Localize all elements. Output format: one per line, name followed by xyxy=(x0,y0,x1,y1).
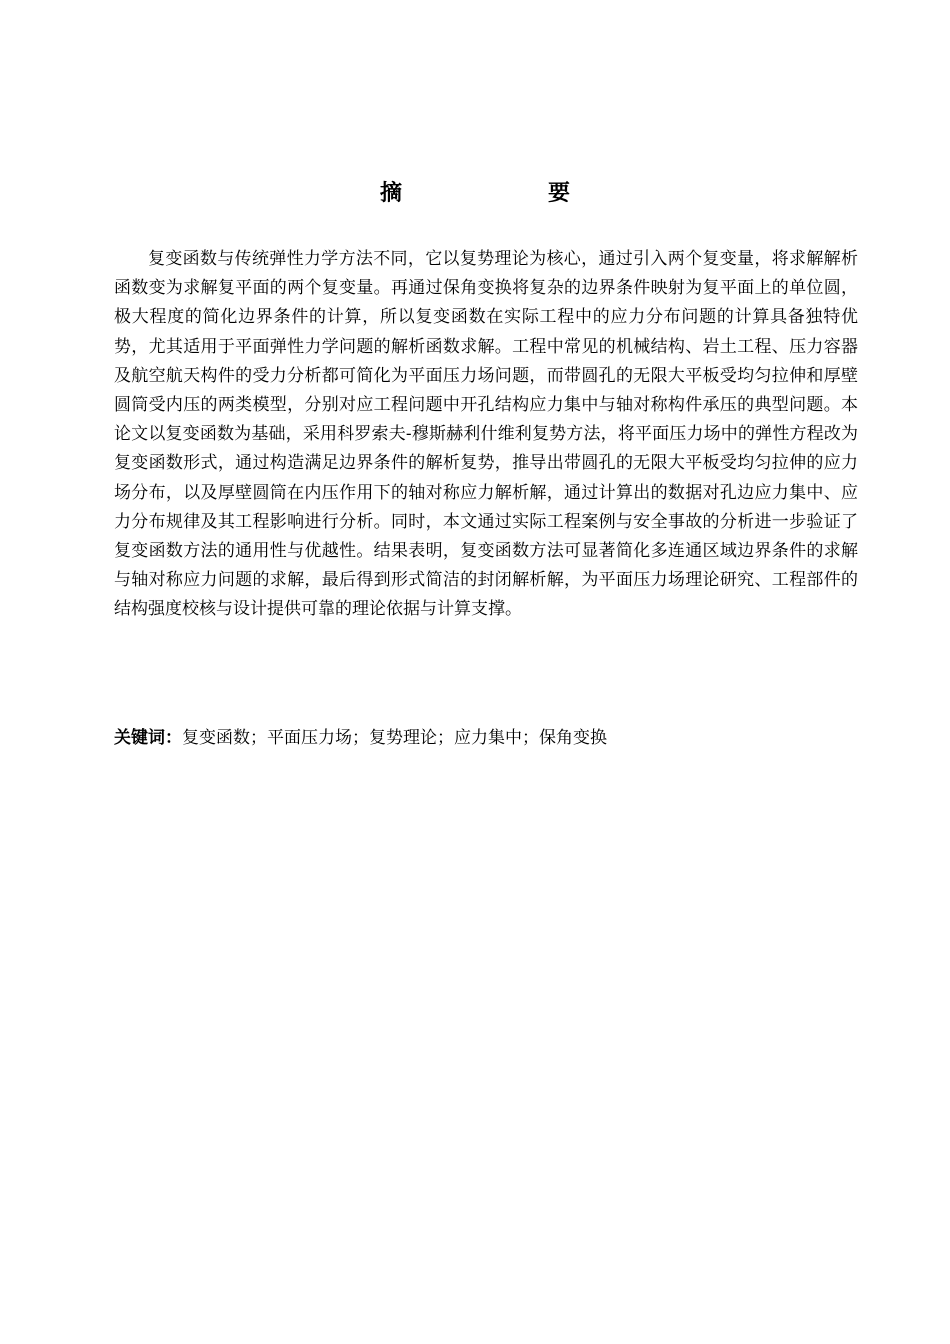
keywords-label: 关键词： xyxy=(114,728,182,748)
keywords-line xyxy=(114,724,858,753)
keywords-text: 复变函数；平面压力场；复势理论；应力集中；保角变换 xyxy=(182,728,607,748)
abstract-paragraph: 复变函数与传统弹性力学方法不同，它以复势理论为核心，通过引入两个复变量，将求解解析函数变为求解复平面的两个复变量。再通过保角变换将复杂的边界条件映射为复平面上的单位圆，极大程度的简化边界条件的计算，所以复变函数在实际工程中的应力分布问题的计算具备独特优势，尤其适用于平面弹性力学问题的解析函数求解。工程中常见的机械结构、岩土工程、压力容器及航空航天构件的受力分析都可简化为平面压力场问题，而带圆孔的无限大平板受均匀拉伸和厚壁圆筒受内压的两类模型，分别对应工程问题中开孔结构应力集中与轴对称构件承压的典型问题。本论文以复变函数为基础，采用科罗索夫-穆斯赫利什维利复势方法，将平面压力场中的弹性方程改为复变函数形式，通过构造满足边界条件的解析复势，推导出带圆孔的无限大平板受均匀拉伸的应力场分布，以及厚壁圆筒在内压作用下的轴对称应力解析解，通过计算出的数据对孔边应力集中、应力分布规律及其工程影响进行分析。同时，本文通过实际工程案例与安全事故的分析进一步验证了复变函数方法的通用性与优越性。结果表明，复变函数方法可显著简化多连通区域边界条件的求解与轴对称应力问题的求解，最后得到形式简洁的封闭解析解，为平面压力场理论研究、工程部件的结构强度校核与设计提供可靠的理论依据与计算支撑。 xyxy=(114,249,858,620)
abstract-title: 摘 要 xyxy=(379,181,604,206)
abstract-body xyxy=(114,245,858,625)
